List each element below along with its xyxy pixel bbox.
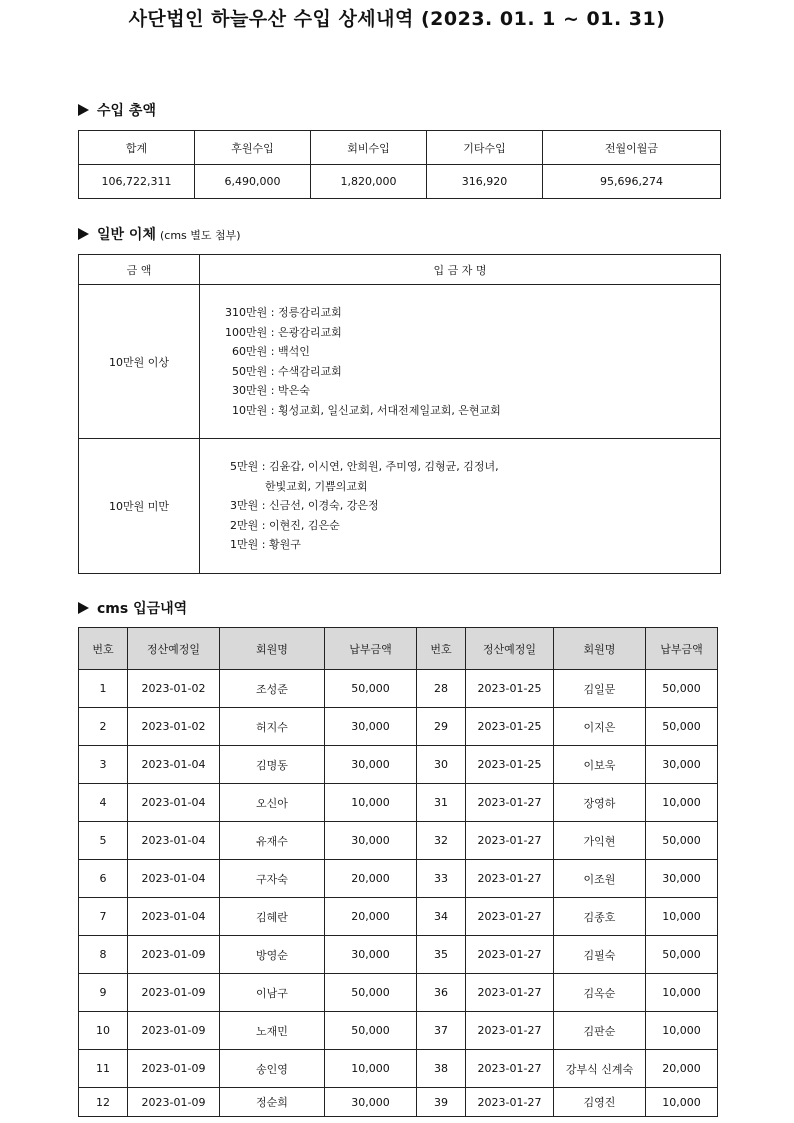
cms-cell: 7 <box>79 898 128 936</box>
cms-cell: 2023-01-27 <box>466 1050 554 1088</box>
table-row <box>79 1012 718 1050</box>
cms-cell: 허지수 <box>220 708 325 746</box>
general-row <box>79 439 721 574</box>
cms-cell: 30,000 <box>325 746 417 784</box>
cms-cell: 37 <box>417 1012 466 1050</box>
cms-cell: 8 <box>79 936 128 974</box>
section-heading-summary <box>78 100 156 120</box>
cms-cell: 10,000 <box>646 898 718 936</box>
cms-cell: 4 <box>79 784 128 822</box>
donor-line: 2만원 : 이현진, 김은순 <box>230 518 340 532</box>
cms-cell: 2023-01-27 <box>466 822 554 860</box>
summary-header-row <box>79 131 721 165</box>
cms-cell: 이지은 <box>554 708 646 746</box>
cms-cell: 2023-01-02 <box>128 670 220 708</box>
cms-cell: 30,000 <box>646 746 718 784</box>
donor-list-cell <box>200 439 721 574</box>
cms-cell: 30 <box>417 746 466 784</box>
cms-cell: 20,000 <box>325 860 417 898</box>
table-row <box>79 936 718 974</box>
table-row <box>79 784 718 822</box>
summary-header-cell: 후원수입 <box>195 131 311 165</box>
cms-cell: 2023-01-04 <box>128 860 220 898</box>
summary-header-cell: 기타수입 <box>427 131 543 165</box>
donor-line: 100만원 : 은광감리교회 <box>225 325 342 339</box>
cms-cell: 가익현 <box>554 822 646 860</box>
summary-header-cell: 회비수입 <box>311 131 427 165</box>
amount-cell: 10만원 이상 <box>79 285 200 439</box>
cms-deposit-table <box>78 627 718 1117</box>
cms-cell: 29 <box>417 708 466 746</box>
cms-cell: 9 <box>79 974 128 1012</box>
cms-cell: 2023-01-09 <box>128 1050 220 1088</box>
cms-cell: 50,000 <box>325 1012 417 1050</box>
cms-cell: 30,000 <box>325 822 417 860</box>
cms-cell: 2023-01-04 <box>128 822 220 860</box>
cms-cell: 3 <box>79 746 128 784</box>
cms-cell: 39 <box>417 1088 466 1117</box>
header-cell: 금 액 <box>79 255 200 285</box>
cms-header-cell: 회원명 <box>554 628 646 670</box>
cms-cell: 송인영 <box>220 1050 325 1088</box>
cms-cell: 5 <box>79 822 128 860</box>
cms-cell: 10,000 <box>325 1050 417 1088</box>
cms-cell: 유재수 <box>220 822 325 860</box>
cms-cell: 2023-01-27 <box>466 1088 554 1117</box>
section-title: 수입 총액 <box>97 103 156 119</box>
donor-line: 310만원 : 정릉감리교회 <box>225 306 342 319</box>
section-title: cms 입금내역 <box>97 601 188 617</box>
summary-value-cell: 95,696,274 <box>543 165 721 199</box>
triangle-bullet-icon <box>78 104 89 116</box>
cms-cell: 2023-01-27 <box>466 860 554 898</box>
donor-line: 50만원 : 수색감리교회 <box>225 364 342 378</box>
cms-header-row <box>79 628 718 670</box>
cms-cell: 2023-01-25 <box>466 746 554 784</box>
cms-cell: 50,000 <box>646 670 718 708</box>
cms-cell: 2023-01-09 <box>128 1012 220 1050</box>
cms-cell: 11 <box>79 1050 128 1088</box>
cms-cell: 2023-01-09 <box>128 936 220 974</box>
cms-cell: 34 <box>417 898 466 936</box>
cms-cell: 이남구 <box>220 974 325 1012</box>
cms-header-cell: 번호 <box>79 628 128 670</box>
summary-value-cell: 1,820,000 <box>311 165 427 199</box>
cms-cell: 구자숙 <box>220 860 325 898</box>
cms-cell: 2023-01-09 <box>128 974 220 1012</box>
triangle-bullet-icon <box>78 228 89 240</box>
donor-line: 1만원 : 황원구 <box>230 538 301 552</box>
cms-cell: 2023-01-04 <box>128 746 220 784</box>
cms-cell: 10,000 <box>646 784 718 822</box>
cms-cell: 2 <box>79 708 128 746</box>
table-row <box>79 670 718 708</box>
table-row <box>79 1088 718 1117</box>
cms-cell: 31 <box>417 784 466 822</box>
cms-header-cell: 납부금액 <box>325 628 417 670</box>
cms-cell: 이보욱 <box>554 746 646 784</box>
cms-cell: 김혜란 <box>220 898 325 936</box>
triangle-bullet-icon <box>78 602 89 614</box>
cms-cell: 1 <box>79 670 128 708</box>
cms-cell: 30,000 <box>325 1088 417 1117</box>
cms-cell: 30,000 <box>325 708 417 746</box>
cms-cell: 10,000 <box>325 784 417 822</box>
donor-list <box>200 457 720 555</box>
cms-cell: 50,000 <box>646 936 718 974</box>
cms-cell: 이조원 <box>554 860 646 898</box>
table-row <box>79 822 718 860</box>
amount-cell: 10만원 미만 <box>79 439 200 574</box>
cms-cell: 20,000 <box>646 1050 718 1088</box>
cms-cell: 2023-01-04 <box>128 784 220 822</box>
donor-line: 3만원 : 신금선, 이경숙, 강은정 <box>230 499 379 513</box>
section-note: (cms 별도 첨부) <box>159 229 241 242</box>
cms-cell: 50,000 <box>325 670 417 708</box>
cms-cell: 김영진 <box>554 1088 646 1117</box>
summary-value-cell: 316,920 <box>427 165 543 199</box>
table-row <box>79 708 718 746</box>
table-row <box>79 974 718 1012</box>
header-cell: 입 금 자 명 <box>200 255 721 285</box>
summary-header-cell: 전월이월금 <box>543 131 721 165</box>
summary-table <box>78 130 721 199</box>
cms-cell: 조성준 <box>220 670 325 708</box>
cms-cell: 10 <box>79 1012 128 1050</box>
cms-cell: 김옥순 <box>554 974 646 1012</box>
cms-cell: 20,000 <box>325 898 417 936</box>
section-heading-cms <box>78 598 187 618</box>
cms-cell: 30,000 <box>325 936 417 974</box>
cms-cell: 노재민 <box>220 1012 325 1050</box>
donor-line: 30만원 : 박은숙 <box>225 384 310 397</box>
cms-cell: 2023-01-27 <box>466 784 554 822</box>
cms-cell: 강부식 신계숙 <box>554 1050 646 1088</box>
cms-cell: 6 <box>79 860 128 898</box>
cms-cell: 2023-01-09 <box>128 1088 220 1117</box>
cms-cell: 김일문 <box>554 670 646 708</box>
cms-cell: 12 <box>79 1088 128 1117</box>
cms-cell: 김종호 <box>554 898 646 936</box>
general-header-row <box>79 255 721 285</box>
cms-cell: 33 <box>417 860 466 898</box>
cms-cell: 50,000 <box>325 974 417 1012</box>
cms-cell: 2023-01-27 <box>466 898 554 936</box>
cms-cell: 10,000 <box>646 974 718 1012</box>
cms-header-cell: 정산예정일 <box>466 628 554 670</box>
section-title: 일반 이체 <box>97 227 156 243</box>
cms-cell: 32 <box>417 822 466 860</box>
cms-header-cell: 납부금액 <box>646 628 718 670</box>
cms-header-cell: 회원명 <box>220 628 325 670</box>
cms-cell: 10,000 <box>646 1088 718 1117</box>
cms-cell: 36 <box>417 974 466 1012</box>
general-transfer-table <box>78 254 721 574</box>
section-heading-general <box>78 224 241 244</box>
donor-line: 한빛교회, 기쁨의교회 <box>230 479 368 493</box>
summary-value-row <box>79 165 721 199</box>
cms-cell: 김판순 <box>554 1012 646 1050</box>
cms-cell: 38 <box>417 1050 466 1088</box>
donor-list <box>200 303 720 420</box>
table-row <box>79 746 718 784</box>
table-row <box>79 1050 718 1088</box>
donor-line: 10만원 : 횡성교회, 일신교회, 서대전제일교회, 은현교회 <box>225 403 501 417</box>
cms-cell: 28 <box>417 670 466 708</box>
cms-cell: 김필숙 <box>554 936 646 974</box>
donor-line: 60만원 : 백석인 <box>225 345 310 358</box>
summary-value-cell: 106,722,311 <box>79 165 195 199</box>
table-row <box>79 860 718 898</box>
cms-cell: 2023-01-04 <box>128 898 220 936</box>
donor-line: 5만원 : 김윤갑, 이시연, 안희원, 주미영, 김형균, 김정녀, <box>230 460 499 474</box>
cms-cell: 30,000 <box>646 860 718 898</box>
table-row <box>79 898 718 936</box>
cms-cell: 2023-01-27 <box>466 1012 554 1050</box>
cms-cell: 2023-01-27 <box>466 974 554 1012</box>
cms-header-cell: 정산예정일 <box>128 628 220 670</box>
cms-header-cell: 번호 <box>417 628 466 670</box>
cms-cell: 오신아 <box>220 784 325 822</box>
donor-list-cell <box>200 285 721 439</box>
cms-cell: 김명동 <box>220 746 325 784</box>
summary-header-cell: 합계 <box>79 131 195 165</box>
cms-cell: 50,000 <box>646 708 718 746</box>
cms-cell: 방영순 <box>220 936 325 974</box>
cms-cell: 10,000 <box>646 1012 718 1050</box>
cms-cell: 정순희 <box>220 1088 325 1117</box>
cms-cell: 장영하 <box>554 784 646 822</box>
cms-cell: 2023-01-25 <box>466 670 554 708</box>
cms-cell: 2023-01-02 <box>128 708 220 746</box>
cms-cell: 2023-01-27 <box>466 936 554 974</box>
general-row <box>79 285 721 439</box>
cms-cell: 50,000 <box>646 822 718 860</box>
cms-cell: 2023-01-25 <box>466 708 554 746</box>
page-title: 사단법인 하늘우산 수입 상세내역 (2023. 01. 1 ~ 01. 31) <box>128 8 666 30</box>
summary-value-cell: 6,490,000 <box>195 165 311 199</box>
cms-cell: 35 <box>417 936 466 974</box>
